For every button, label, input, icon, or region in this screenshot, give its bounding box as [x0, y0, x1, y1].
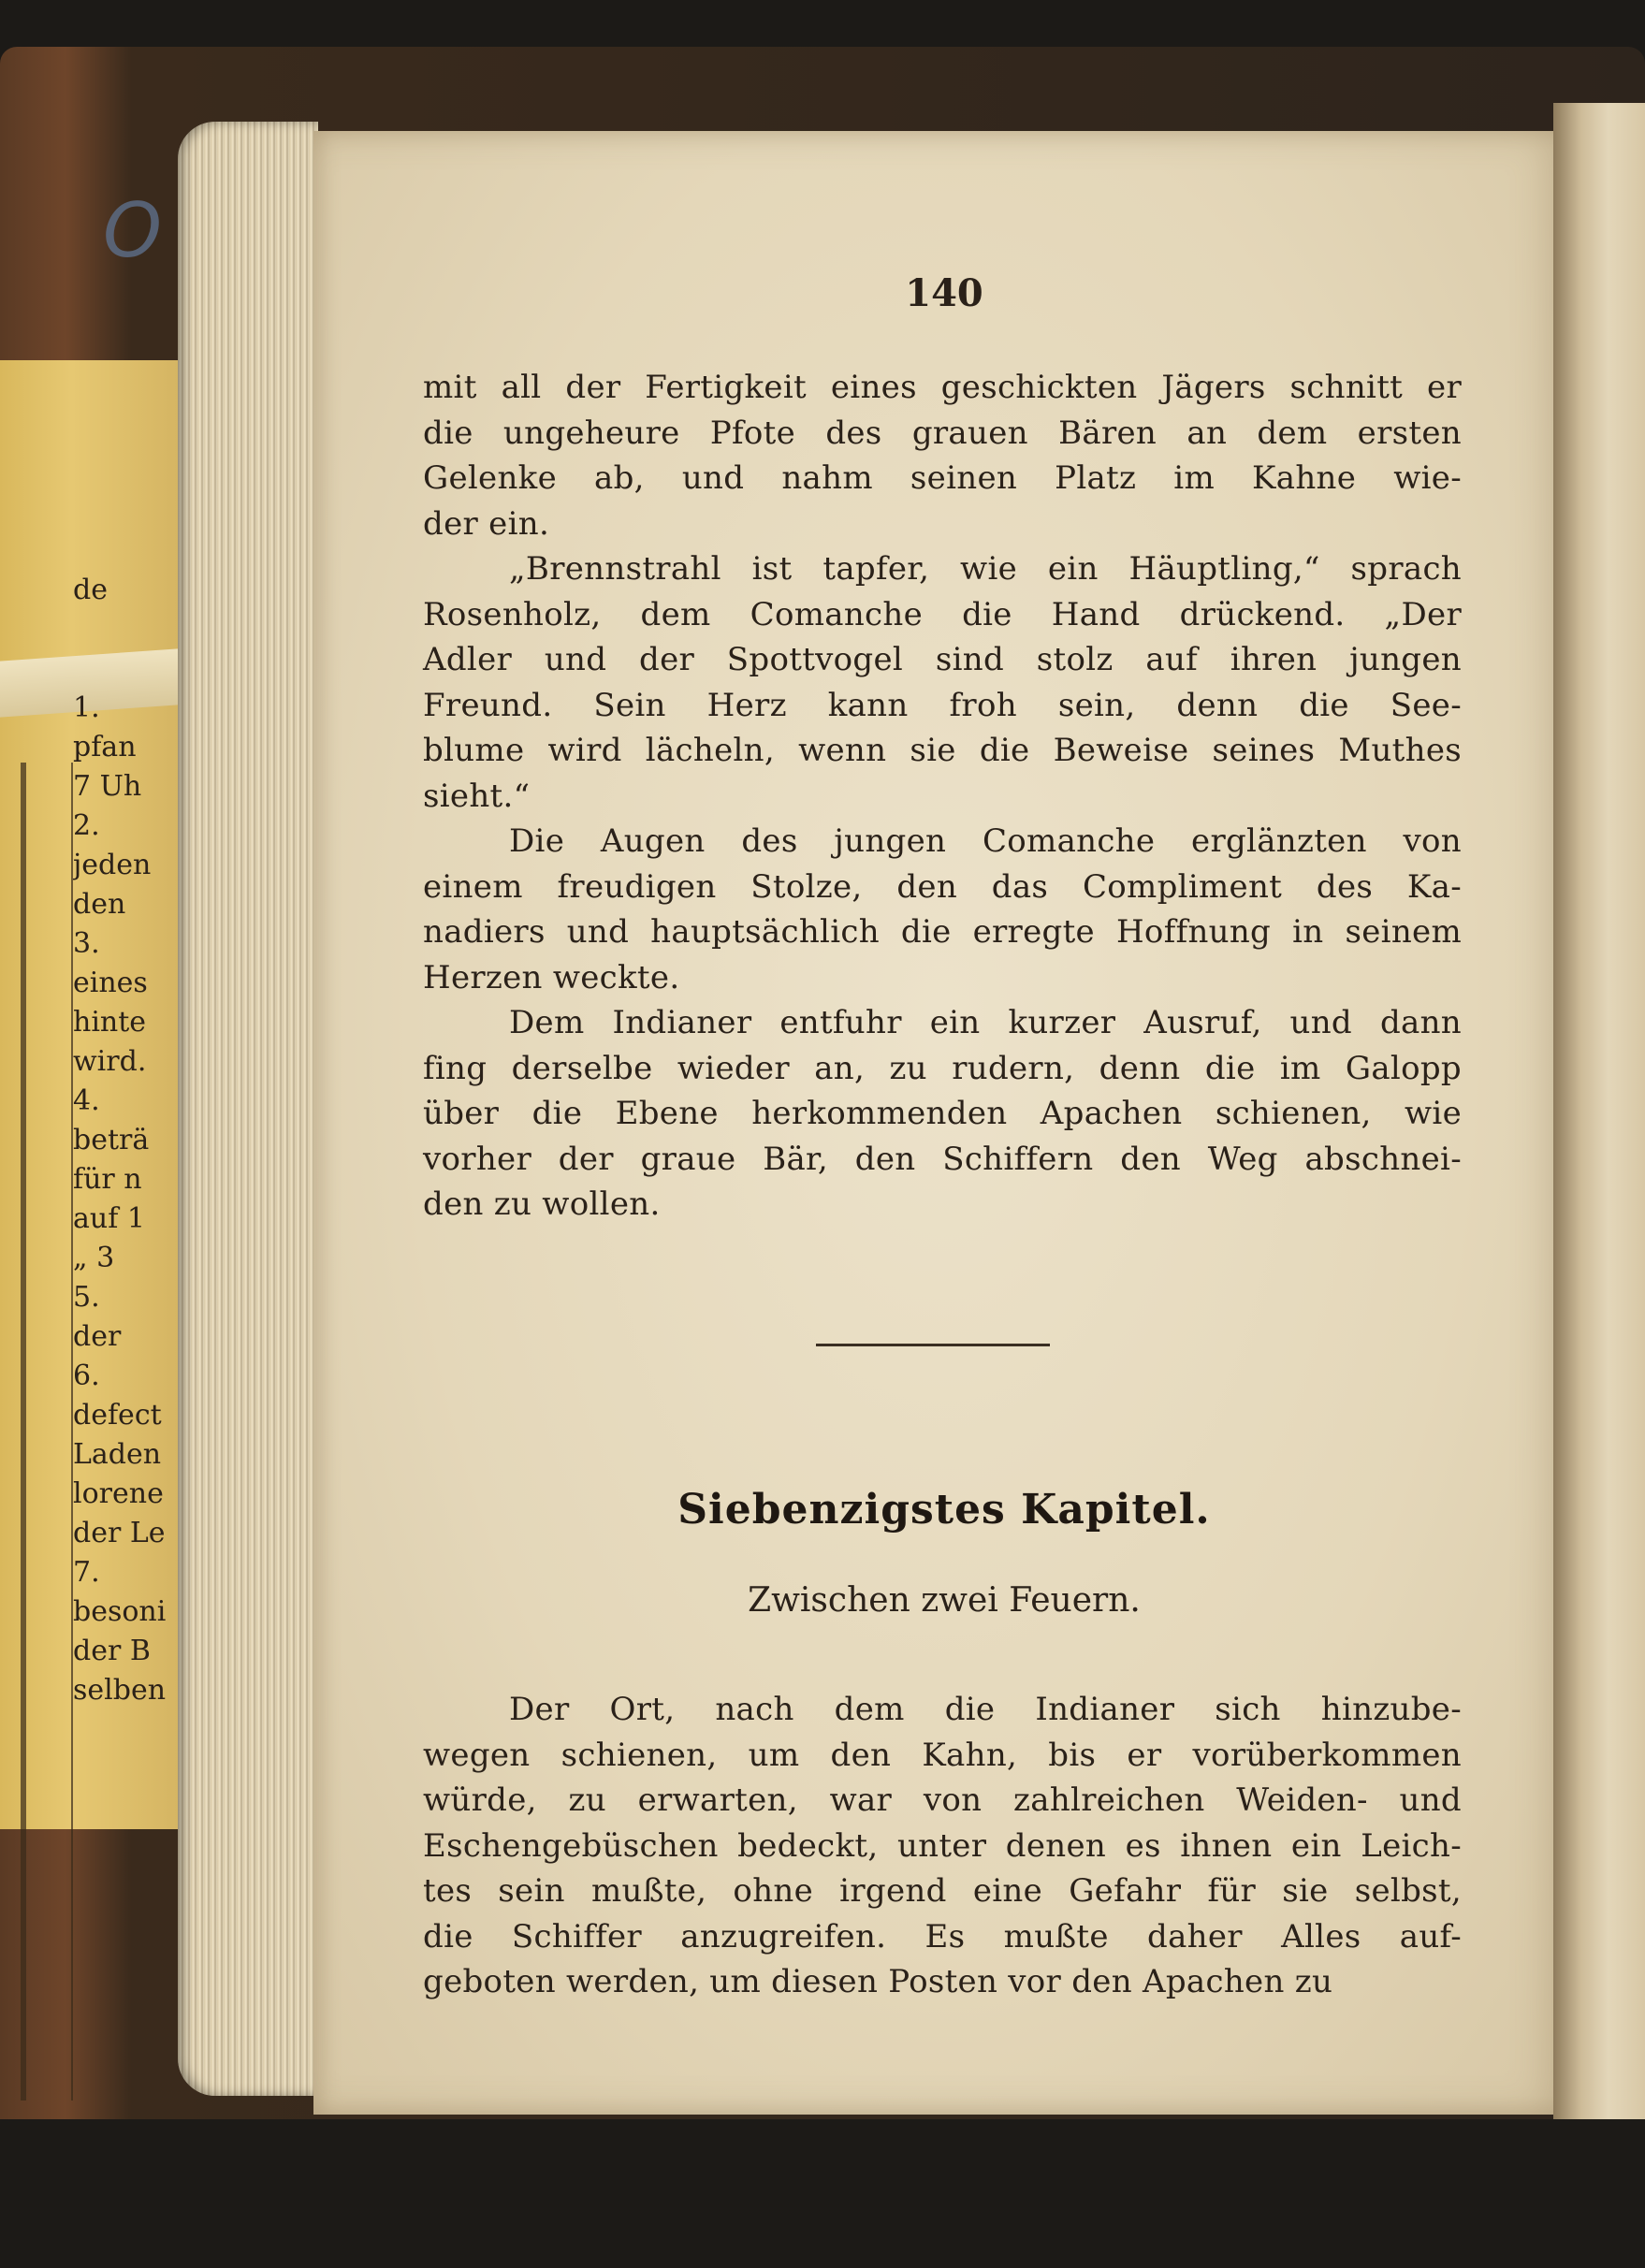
fragment-line: der B [73, 1635, 151, 1667]
fragment-line: „ 3 [73, 1242, 115, 1274]
page-edges [178, 122, 318, 2096]
fragment-line: de [73, 574, 108, 606]
chapter-title: Siebenzigstes Kapitel. [677, 1486, 1211, 1534]
fragment-line: Laden [73, 1438, 162, 1471]
text-line: vorher der graue Bär, den Schiffern den Weg abschnei- [423, 1140, 1462, 1178]
fragment-line: jeden [73, 849, 152, 881]
chapter-subtitle: Zwischen zwei Feuern. [748, 1581, 1141, 1620]
ornament-border [21, 763, 73, 2101]
text-line: Dem Indianer entfuhr ein kurzer Ausruf, und dann [509, 1004, 1462, 1041]
fragment-line: 7. [73, 1556, 100, 1589]
text-line: sieht.“ [423, 777, 531, 815]
fragment-line: der Le [73, 1517, 166, 1549]
text-line: die Schiffer anzugreifen. Es mußte daher Alles auf- [423, 1917, 1462, 1955]
fragment-line: 6. [73, 1359, 100, 1392]
text-line: die ungeheure Pfote des grauen Bären an dem ersten [423, 414, 1462, 452]
text-line: „Brennstrahl ist tapfer, wie ein Häuptling,“ sprach [509, 550, 1462, 588]
handwritten-mark: O [103, 187, 162, 274]
fragment-line: 5. [73, 1281, 100, 1314]
text-line: Der Ort, nach dem die Indianer sich hinzube- [509, 1691, 1462, 1728]
text-line: einem freudigen Stolze, den das Compliment des Ka- [423, 867, 1462, 906]
text-line: über die Ebene herkommenden Apachen schienen, wie [423, 1095, 1462, 1132]
fragment-line: der [73, 1320, 122, 1353]
fragment-line: den [73, 888, 126, 921]
fragment-line: 3. [73, 927, 100, 960]
fragment-line: besoni [73, 1595, 167, 1628]
text-line: Adler und der Spottvogel sind stolz auf ihren jungen [423, 641, 1462, 678]
page-gutter [1553, 103, 1645, 2124]
fragment-line: selben [73, 1674, 167, 1707]
text-block-top [423, 365, 1462, 1228]
fragment-line: für n [73, 1163, 142, 1196]
scan-background [0, 2119, 1645, 2268]
fragment-line: 7 Uh [73, 770, 142, 803]
text-line: Die Augen des jungen Comanche erglänzten von [509, 822, 1462, 860]
text-line: Eschengebüschen bedeckt, unter denen es ihnen ein Leich- [423, 1826, 1462, 1865]
text-line: mit all der Fertigkeit eines geschickten Jägers schnitt er [423, 369, 1462, 406]
text-line: tes sein mußte, ohne irgend eine Gefahr für sie selbst, [423, 1872, 1462, 1910]
text-block-bottom [423, 1687, 1462, 2005]
section-divider [816, 1344, 1050, 1346]
text-line: blume wird lächeln, wenn sie die Beweise seines Muthes [423, 732, 1462, 769]
previous-page-text [73, 571, 176, 1710]
text-line: Gelenke ab, und nahm seinen Platz im Kahne wie- [423, 459, 1462, 497]
fragment-line: 2. [73, 809, 100, 842]
fragment-line [73, 649, 176, 689]
fragment-line: pfan [73, 731, 137, 763]
fragment-line: 4. [73, 1084, 100, 1117]
text-line: nadiers und hauptsächlich die erregte Hoffnung in seinem [423, 913, 1462, 951]
fragment-line: lorene [73, 1477, 164, 1510]
text-line: der ein. [423, 504, 550, 543]
fragment-line: hinte [73, 1006, 147, 1039]
fragment-line: defect [73, 1399, 162, 1432]
text-line: würde, zu erwarten, war von zahlreichen Weiden- und [423, 1781, 1462, 1819]
text-line: den zu wollen. [423, 1185, 661, 1223]
fragment-line: eines [73, 967, 148, 999]
fragment-line: beträ [73, 1124, 150, 1156]
text-line: fing derselbe wieder an, zu rudern, denn die im Galopp [423, 1049, 1462, 1087]
text-line: wegen schienen, um den Kahn, bis er vorüberkommen [423, 1736, 1462, 1774]
text-line: geboten werden, um diesen Posten vor den Apachen zu [423, 1963, 1333, 2000]
fragment-line: auf 1 [73, 1202, 145, 1235]
fragment-line: 1. [73, 691, 100, 724]
text-line: Freund. Sein Herz kann froh sein, denn die See- [423, 686, 1462, 724]
fragment-line [73, 610, 176, 649]
text-line: Rosenholz, dem Comanche die Hand drückend. „Der [423, 595, 1462, 633]
fragment-line: wird. [73, 1045, 147, 1078]
page-number: 140 [905, 271, 983, 315]
text-line: Herzen weckte. [423, 958, 680, 996]
